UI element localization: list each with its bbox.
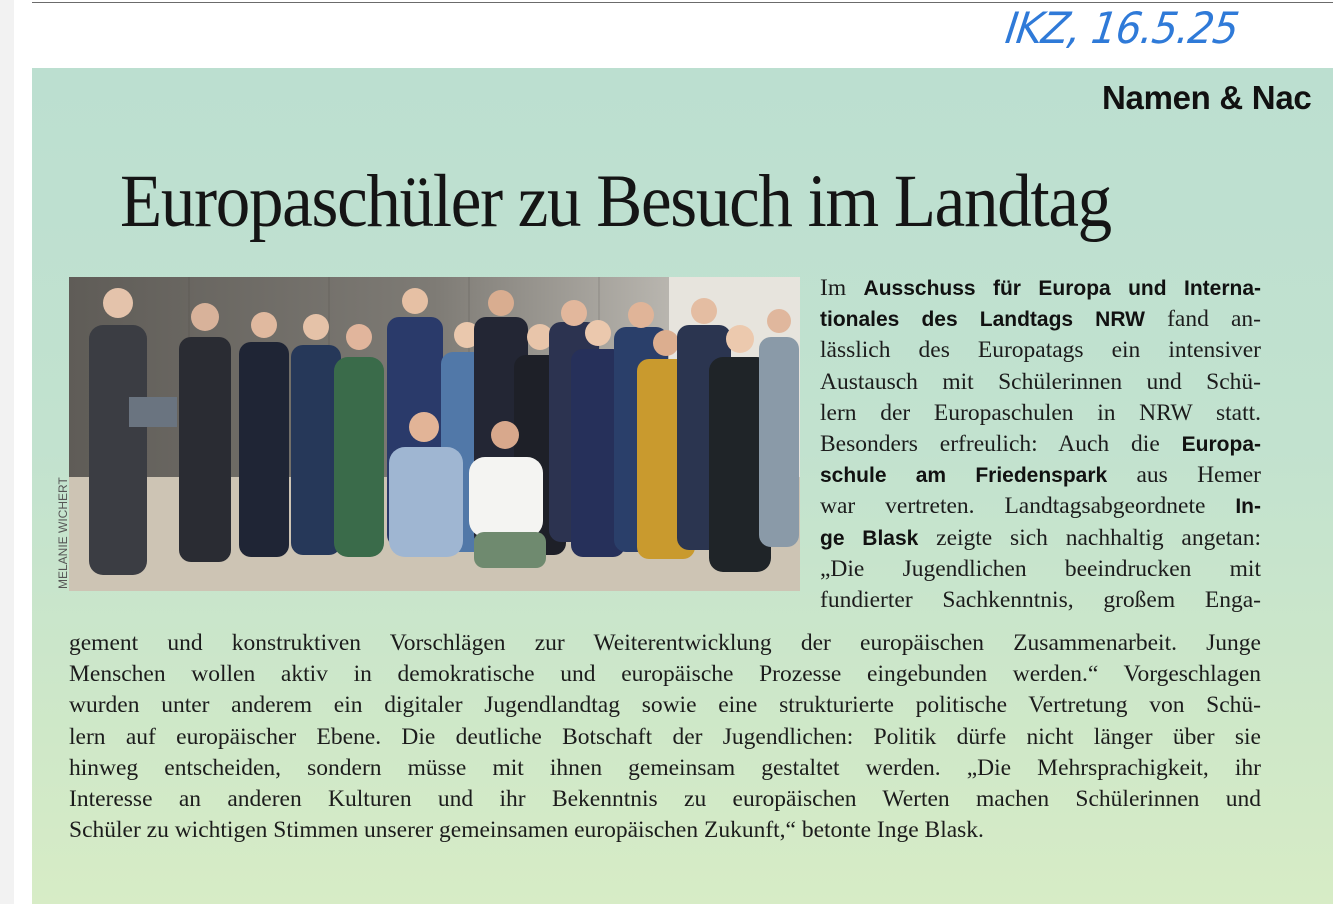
headline: Europaschüler zu Besuch im Landtag bbox=[120, 160, 1111, 243]
text-run: „Die Jugendlichen beeindrucken mit bbox=[820, 555, 1261, 582]
text-run: fand an- bbox=[1144, 306, 1261, 333]
article-line: hinweg entscheiden, sondern müsse mit ihnen gemeinsam gestaltet werden. „Die Mehrsprachigkeit, ihr bbox=[69, 754, 1261, 781]
article-line bbox=[820, 523, 1261, 554]
article-line bbox=[820, 585, 1261, 616]
bold-name-run: tionales des Landtags NRW bbox=[820, 308, 1145, 332]
text-run: fundierter Sachkenntnis, großem Enga- bbox=[820, 587, 1261, 613]
article-line bbox=[820, 460, 1261, 491]
article-line bbox=[820, 367, 1261, 398]
bold-name-run: ge Blask bbox=[820, 526, 919, 550]
bold-name-run: In- bbox=[1235, 495, 1261, 519]
text-run: war vertreten. Landtagsabgeordnete bbox=[820, 493, 1236, 520]
article-line: Interesse an anderen Kulturen und ihr Bekenntnis zu europäischen Werten machen Schülerinnen und bbox=[69, 786, 1261, 812]
page-edge bbox=[0, 0, 14, 904]
article-line bbox=[820, 304, 1261, 335]
article-line: wurden unter anderem ein digitaler Jugendlandtag sowie eine strukturierte politische Vertretung von Schü- bbox=[69, 692, 1261, 719]
text-run: lässlich des Europatags ein intensiver bbox=[820, 337, 1261, 364]
article-panel bbox=[32, 68, 1333, 904]
section-header: Namen & Nac bbox=[1102, 79, 1312, 116]
text-run: zeigte sich nachhaltig angetan: bbox=[918, 524, 1261, 551]
article-line bbox=[820, 491, 1261, 522]
text-run: lern der Europaschulen in NRW statt. bbox=[820, 399, 1261, 426]
article-line bbox=[820, 398, 1261, 429]
text-run: aus Hemer bbox=[1107, 462, 1262, 489]
text-run: Besonders erfreulich: Auch die bbox=[820, 431, 1182, 457]
bold-name-run: Europa- bbox=[1181, 433, 1261, 456]
article-body bbox=[32, 68, 1333, 904]
article-line bbox=[820, 273, 1261, 304]
article-line bbox=[820, 335, 1261, 366]
text-run: Im bbox=[820, 275, 864, 301]
text-run: Austausch mit Schülerinnen und Schü- bbox=[820, 368, 1261, 395]
photo-credit: MELANIE WICHERT bbox=[56, 477, 70, 589]
bold-name-run: Ausschuss für Europa und Interna- bbox=[863, 277, 1261, 300]
article-line bbox=[820, 429, 1261, 460]
bold-name-run: schule am Friedenspark bbox=[820, 464, 1108, 488]
article-line: gement und konstruktiven Vorschlägen zur Weiterentwicklung der europäischen Zusammenarbeit. Junge bbox=[69, 630, 1261, 656]
article-line: lern auf europäischer Ebene. Die deutliche Botschaft der Jugendlichen: Politik dürfe nicht länger über sie bbox=[69, 723, 1261, 750]
article-line: Menschen wollen aktiv in demokratische und europäische Prozesse eingebunden werden.“ Vorgeschlagen bbox=[69, 661, 1261, 688]
article-line bbox=[820, 554, 1261, 585]
top-rule bbox=[32, 2, 1333, 3]
article-line: Schüler zu wichtigen Stimmen unserer gemeinsamen europäischen Zukunft,“ betonte Inge Blask. bbox=[69, 817, 984, 844]
handwritten-date-note: IKZ, 16.5.25 bbox=[1002, 4, 1242, 54]
